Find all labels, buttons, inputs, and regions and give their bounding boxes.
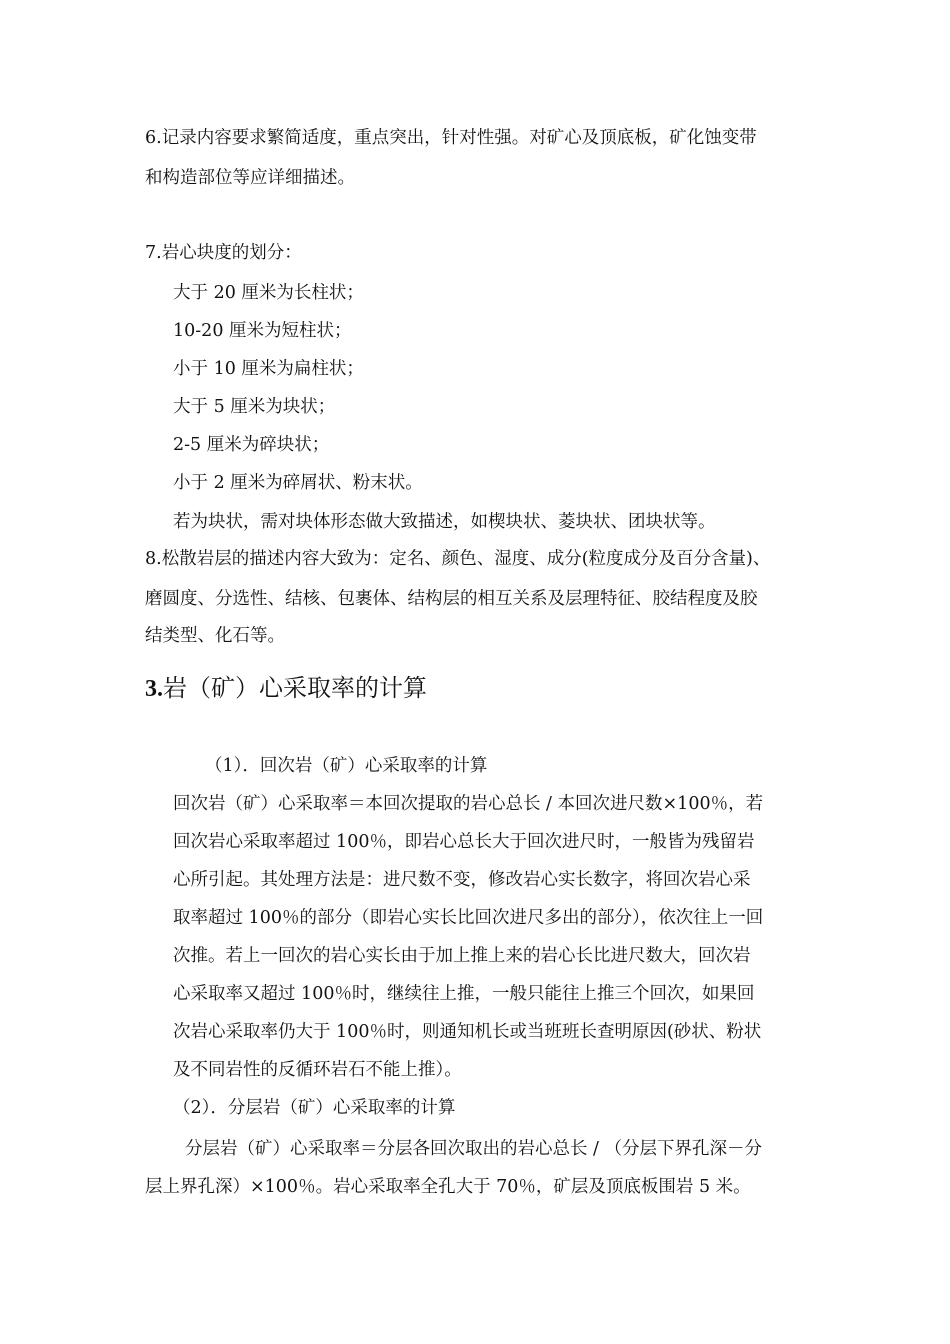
subsection-1-line: 次推。若上一回次的岩心实长由于加上推上来的岩心长比进尺数大，回次岩: [173, 946, 751, 966]
list-item: 若为块状，需对块体形态做大致描述，如楔块状、菱块状、团块状等。: [173, 512, 716, 532]
paragraph-8-line-1: 8.松散岩层的描述内容大致为：定名、颜色、湿度、成分(粒度成分及百分含量)、: [145, 549, 771, 569]
subsection-2-line: 层上界孔深）×100％。岩心采取率全孔大于 70％，矿层及顶底板围岩 5 米。: [145, 1177, 751, 1197]
list-item: 小于 2 厘米为碎屑状、粉末状。: [173, 473, 423, 493]
list-item: 小于 10 厘米为扁柱状；: [173, 359, 364, 379]
subsection-1-line: 及不同岩性的反循环岩石不能上推）。: [173, 1060, 462, 1080]
subsection-1-line: 回次岩心采取率超过 100％，即岩心总长大于回次进尺时，一般皆为残留岩: [173, 832, 755, 852]
subsection-1-line: 次岩心采取率仍大于 100％时，则通知机长或当班班长查明原因(砂状、粉状: [173, 1022, 762, 1042]
subsection-1-line: 回次岩（矿）心采取率＝本回次提取的岩心总长 / 本回次进尺数×100％，若: [173, 794, 764, 814]
subsection-1-line: 心采取率又超过 100％时，继续往上推，一般只能往上推三个回次，如果回: [173, 984, 755, 1004]
list-item: 大于 20 厘米为长柱状；: [173, 283, 364, 303]
subsection-1-line: 取率超过 100％的部分（即岩心实长比回次进尺多出的部分），依次往上一回: [173, 908, 764, 928]
list-item: 10-20 厘米为短柱状；: [173, 321, 352, 341]
section-heading: [145, 672, 427, 705]
subsection-1-line: 心所引起。其处理方法是：进尺数不变，修改岩心实长数字，将回次岩心采: [173, 870, 751, 890]
paragraph-6-line-2: 和构造部位等应详细描述。: [145, 168, 355, 188]
subsection-2-line: 分层岩（矿）心采取率＝分层各回次取出的岩心总长 / （分层下界孔深－分: [185, 1139, 763, 1159]
subsection-1-title: （1）．回次岩（矿）心采取率的计算: [205, 756, 488, 776]
subsection-2-title: （2）．分层岩（矿）心采取率的计算: [173, 1098, 456, 1118]
paragraph-8-line-3: 结类型、化石等。: [145, 626, 285, 646]
paragraph-8-line-2: 磨圆度、分选性、结核、包裹体、结构层的相互关系及层理特征、胶结程度及胶: [145, 589, 758, 609]
list-item: 大于 5 厘米为块状；: [173, 397, 336, 417]
paragraph-7-title: 7.岩心块度的划分：: [145, 243, 302, 263]
section-number: 3.: [145, 676, 163, 702]
paragraph-6-line-1: 6.记录内容要求繁简适度，重点突出，针对性强。对矿心及顶底板，矿化蚀变带: [145, 128, 757, 148]
list-item: 2-5 厘米为碎块状；: [173, 435, 330, 455]
section-title: 岩（矿）心采取率的计算: [163, 674, 427, 702]
